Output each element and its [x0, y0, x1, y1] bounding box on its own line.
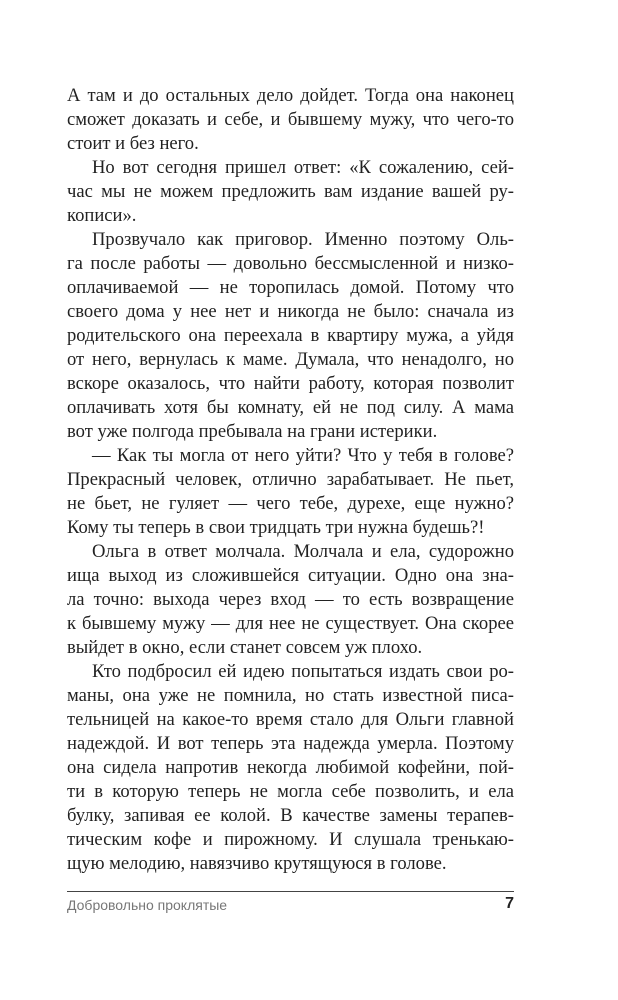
text-line: ти в которую теперь не могла себе позволить, и ела: [67, 781, 514, 802]
text-line: родительского она переехала в квартиру мужа, а уйдя: [67, 325, 514, 346]
paragraph: [67, 444, 514, 540]
text-line: своего дома у нее нет и никогда не было: сначала из: [67, 301, 514, 322]
text-line: надеждой. И вот теперь эта надежда умерла. Поэтому: [67, 733, 514, 754]
text-line: ища выход из сложившейся ситуации. Одно она зна-: [67, 565, 514, 586]
text-line: к бывшему мужу — для нее не существует. Она скорее: [67, 613, 514, 634]
text-line: Кто подбросил ей идею попытаться издать свои ро-: [92, 661, 514, 682]
footer-divider: [67, 891, 514, 892]
text-line: вот уже полгода пребывала на грани истерики.: [67, 421, 438, 442]
text-line: час мы не можем предложить вам издание вашей ру-: [67, 181, 514, 202]
text-line: ла точно: выхода через вход — то есть возвращение: [67, 589, 514, 610]
text-line: — Как ты могла от него уйти? Что у тебя в голове?: [92, 445, 514, 466]
text-line: тельницей на какое-то время стало для Ольги главной: [67, 709, 514, 730]
text-line: Прозвучало как приговор. Именно поэтому Оль-: [92, 229, 514, 250]
text-line: маны, она уже не помнила, но стать известной писа-: [67, 685, 514, 706]
paragraph: [67, 84, 514, 156]
text-line: Ольга в ответ молчала. Молчала и ела, судорожно: [92, 541, 514, 562]
text-line: Кому ты теперь в свои тридцать три нужна будешь?!: [67, 517, 485, 538]
running-footer-title: Добровольно проклятые: [67, 897, 228, 913]
text-line: сможет доказать и себе, и бывшему мужу, что чего-то: [67, 109, 514, 130]
paragraph: [67, 540, 514, 660]
text-line: выйдет в окно, если станет совсем уж плохо.: [67, 637, 423, 658]
text-line: оплачивать хотя бы комнату, ей не под силу. А мама: [67, 397, 514, 418]
text-line: щую мелодию, навязчиво крутящуюся в голове.: [67, 853, 447, 874]
paragraph: [67, 156, 514, 228]
text-line: га после работы — довольно бессмысленной и низко-: [67, 253, 514, 274]
text-line: не бьет, не гуляет — чего тебе, дурехе, еще нужно?: [67, 493, 514, 514]
paragraph: [67, 660, 514, 876]
page-number: 7: [505, 895, 514, 912]
text-line: А там и до остальных дело дойдет. Тогда она наконец: [67, 85, 514, 106]
text-line: она сидела напротив некогда любимой кофейни, пой-: [67, 757, 514, 778]
text-line: стоит и без него.: [67, 133, 199, 154]
text-line: Но вот сегодня пришел ответ: «К сожалению, сей-: [92, 157, 514, 178]
text-line: вскоре оказалось, что найти работу, которая позволит: [67, 373, 514, 394]
paragraph: [67, 228, 514, 444]
text-line: оплачиваемой — не торопилась домой. Потому что: [67, 277, 514, 298]
body-text: [67, 84, 514, 876]
text-line: кописи».: [67, 205, 137, 226]
text-line: тическим кофе и пирожному. И слушала тренькаю-: [67, 829, 514, 850]
text-line: от него, вернулась к маме. Думала, что ненадолго, но: [67, 349, 514, 370]
text-line: булку, запивая ее колой. В качестве замены терапев-: [67, 805, 514, 826]
text-line: Прекрасный человек, отлично зарабатывает. Не пьет,: [67, 469, 514, 490]
